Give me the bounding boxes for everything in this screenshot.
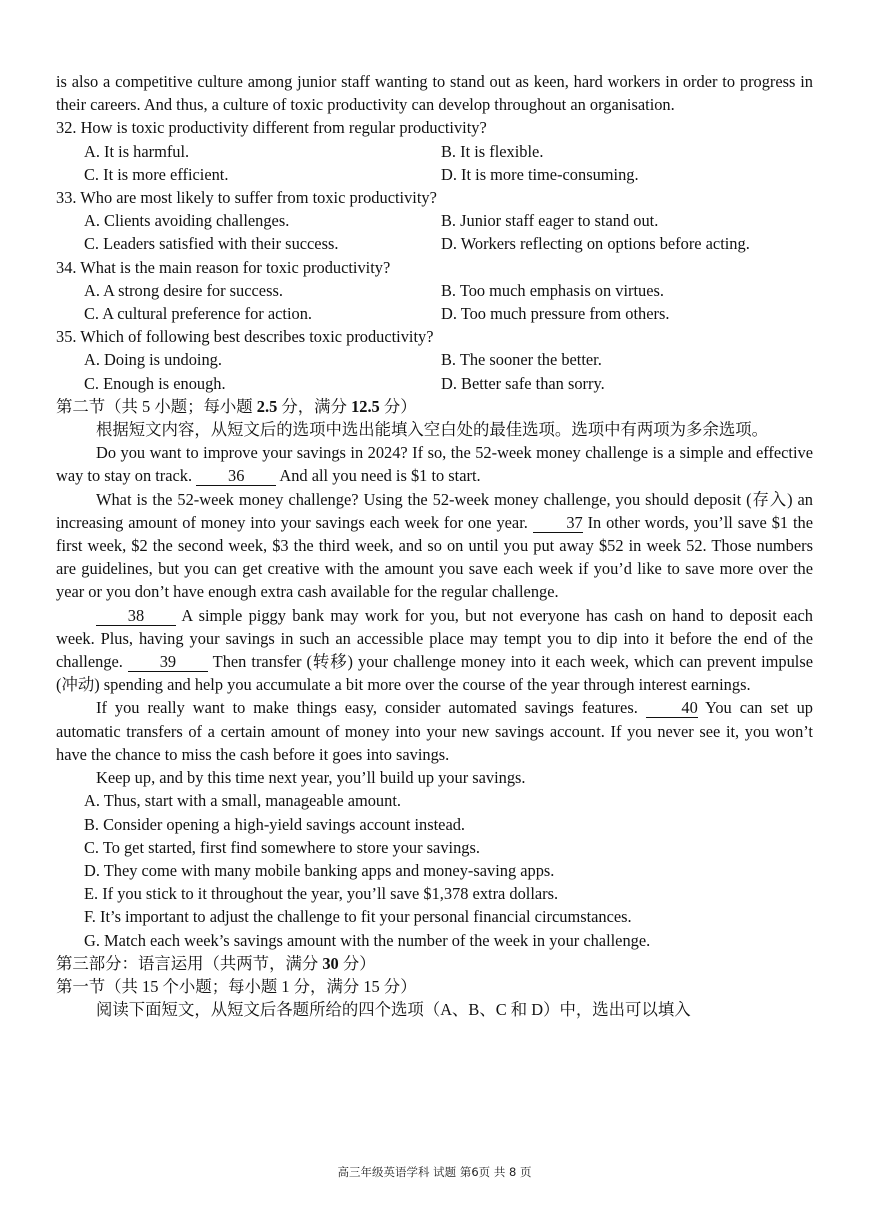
option-c: C. It is more efficient. — [84, 164, 229, 184]
choice-a: A. Thus, start with a small, manageable amount. — [84, 791, 401, 811]
paragraph-text: And all you need is $1 to start. — [276, 466, 481, 486]
option-a: A. Doing is undoing. — [84, 350, 222, 370]
answer-options — [56, 209, 813, 255]
heading-total-score: 12.5 — [351, 396, 380, 416]
option-b: B. Too much emphasis on virtues. — [441, 280, 664, 300]
heading-score: 2.5 — [256, 396, 278, 416]
blank-39: 39 — [128, 653, 208, 672]
answer-options — [56, 140, 813, 186]
question-stem: 34. What is the main reason for toxic productivity? — [56, 257, 391, 277]
blank-40: 40 — [646, 699, 698, 718]
passage-paragraph-4 — [56, 696, 813, 766]
option-b: B. Junior staff eager to stand out. — [441, 211, 659, 231]
part-3-section-1-heading: 第一节（共 15 个小题；每小题 1 分，满分 15 分） — [56, 976, 417, 996]
blank-38: 38 — [96, 607, 176, 626]
blank-36: 36 — [196, 467, 276, 486]
choice-c: C. To get started, first find somewhere to store your savings. — [84, 837, 480, 857]
option-d: D. Workers reflecting on options before acting. — [441, 234, 750, 254]
heading-text: 分） — [379, 396, 417, 416]
page-footer: 高三年级英语学科 试题 第6页 共 8 页 — [337, 1165, 532, 1179]
heading-text: 第三部分：语言运用（共两节，满分 — [56, 953, 323, 973]
question-stem: 35. Which of following best describes toxic productivity? — [56, 327, 434, 347]
part-3-heading — [56, 952, 813, 975]
choice-list — [56, 789, 813, 951]
blank-37: 37 — [533, 514, 583, 533]
option-a: A. Clients avoiding challenges. — [84, 211, 290, 231]
option-a: A. A strong desire for success. — [84, 280, 283, 300]
option-c: C. A cultural preference for action. — [84, 304, 313, 324]
heading-score: 30 — [322, 953, 339, 973]
choice-g: G. Match each week’s savings amount with the number of the week in your challenge. — [84, 930, 651, 950]
choice-b: B. Consider opening a high-yield savings account instead. — [84, 814, 466, 834]
question-34 — [56, 256, 813, 326]
passage-paragraph-2 — [56, 488, 813, 604]
exam-page — [56, 70, 813, 1021]
question-stem: 32. How is toxic productivity different from regular productivity? — [56, 118, 487, 138]
question-32 — [56, 116, 813, 186]
answer-options — [56, 348, 813, 394]
passage-paragraph-1 — [56, 441, 813, 487]
option-c: C. Leaders satisfied with their success. — [84, 234, 339, 254]
section-2-heading — [56, 395, 813, 418]
option-d: D. It is more time-consuming. — [441, 164, 639, 184]
paragraph-text: In other words, you’ll save $1 the first week, $2 the second week, $3 the third week, and so on until you put away $52 in week 52. Those numbers are guidelines, but you can get creative with the amount you save each week if you’d like to save more over the year or you don’t have enough extra cash available for the regular challenge. — [56, 512, 813, 602]
choice-e: E. If you stick to it throughout the year, you’ll save $1,378 extra dollars. — [84, 884, 559, 904]
heading-text: 分） — [338, 953, 376, 973]
passage-paragraph-5: Keep up, and by this time next year, you’ll build up your savings. — [96, 768, 526, 788]
passage-paragraph-3 — [56, 604, 813, 697]
option-a: A. It is harmful. — [84, 141, 190, 161]
question-33 — [56, 186, 813, 256]
option-b: B. It is flexible. — [441, 141, 544, 161]
heading-text: 分，满分 — [277, 396, 352, 416]
paragraph-text: If you really want to make things easy, consider automated savings features. — [96, 698, 646, 718]
option-c: C. Enough is enough. — [84, 373, 226, 393]
option-d: D. Too much pressure from others. — [441, 304, 670, 324]
passage-continuation: is also a competitive culture among junior staff wanting to stand out as keen, hard workers in order to progress in their careers. And thus, a culture of toxic productivity can develop throughout an organisation. — [56, 72, 813, 115]
answer-options — [56, 279, 813, 325]
part-3-instruction: 阅读下面短文，从短文后各题所给的四个选项（A、B、C 和 D）中，选出可以填入 — [96, 1000, 691, 1020]
paragraph-text: A simple piggy bank may work for you, but not everyone has cash on hand to deposit each week. Plus, having your savings in such an accessible place may tempt you to dip into it before the end of the challenge. — [56, 605, 813, 672]
question-35 — [56, 325, 813, 395]
heading-text: 第二节（共 5 小题；每小题 — [56, 396, 257, 416]
paragraph-text: Then transfer (转移) your challenge money into it each week, which can prevent impulse (冲动) spending and help you accumulate a bit more over the course of the year through interest earnings. — [56, 652, 813, 695]
option-b: B. The sooner the better. — [441, 350, 602, 370]
choice-f: F. It’s important to adjust the challenge to fit your personal financial circumstances. — [84, 907, 632, 927]
paragraph-text: Do you want to improve your savings in 2024? If so, the 52-week money challenge is a simple and effective way to stay on track. — [56, 443, 813, 486]
paragraph-text: You can set up automatic transfers of a certain amount of money into your new savings account. If you never see it, you won’t have the chance to miss the cash before it goes into savings. — [56, 698, 813, 764]
question-stem: 33. Who are most likely to suffer from toxic productivity? — [56, 188, 437, 208]
section-2-instruction: 根据短文内容，从短文后的选项中选出能填入空白处的最佳选项。选项中有两项为多余选项。 — [96, 420, 769, 440]
choice-d: D. They come with many mobile banking apps and money-saving apps. — [84, 860, 555, 880]
option-d: D. Better safe than sorry. — [441, 373, 605, 393]
paragraph-text: What is the 52-week money challenge? Using the 52-week money challenge, you should deposit (存入) an increasing amount of money into your savings each week for one year. — [56, 489, 813, 532]
